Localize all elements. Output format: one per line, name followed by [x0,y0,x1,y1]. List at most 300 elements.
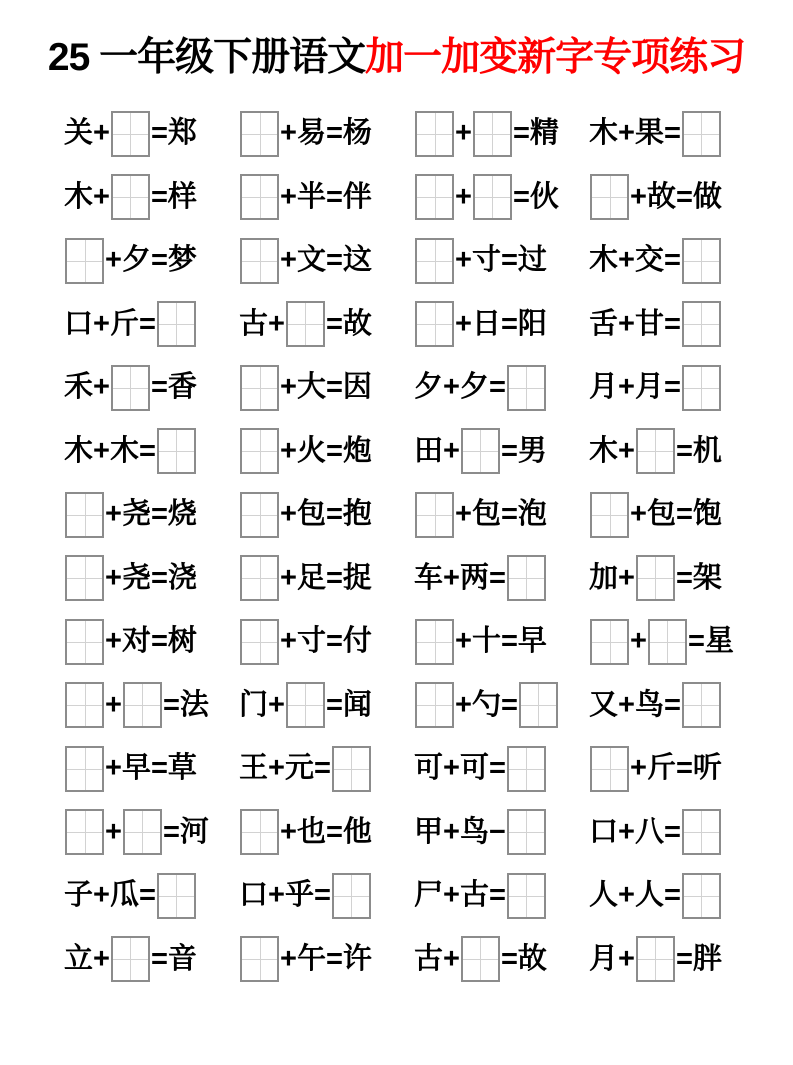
equation-text: = [325,371,343,404]
equation-cell [414,238,589,284]
equation-text: + [630,625,647,658]
equation-text: 斤 [646,752,676,785]
equation-text: + [105,688,122,721]
equation-text: 田 [414,434,444,467]
equation-text: + [618,244,635,277]
equation-text: 鸟 [634,688,664,721]
worksheet-row [64,420,793,484]
equation-text: 故 [517,942,547,975]
equation-text: + [280,244,297,277]
worksheet-row [64,928,793,992]
equation-cell [414,936,589,982]
equation-text: + [105,625,122,658]
equation-cell [239,555,414,601]
equation-text: 故 [342,307,372,340]
equation-text: 抱 [342,498,372,531]
equation-text: 做 [692,180,722,213]
answer-box[interactable] [332,746,371,792]
equation-text: 木 [589,434,619,467]
answer-box[interactable] [286,682,325,728]
answer-box[interactable] [590,746,629,792]
equation-text: + [455,498,472,531]
equation-text: 精 [529,117,559,150]
equation-text: 元 [284,752,314,785]
answer-box[interactable] [240,809,279,855]
equation-text: = [675,434,693,467]
equation-text: 郑 [167,117,197,150]
answer-box[interactable] [157,428,196,474]
equation-cell [414,301,589,347]
answer-box[interactable] [590,174,629,220]
answer-box[interactable] [415,619,454,665]
equation-text: 河 [179,815,209,848]
answer-box[interactable] [65,619,104,665]
equation-text: 人 [634,879,664,912]
equation-text: = [325,244,343,277]
equation-text: = [500,498,518,531]
equation-text: 树 [167,625,197,658]
equation-text: + [93,180,110,213]
equation-cell [414,365,589,411]
equation-text: 月 [634,371,664,404]
equation-text: = [663,371,681,404]
answer-box[interactable] [157,873,196,919]
equation-cell [414,555,589,601]
equation-text: 尸 [414,879,444,912]
answer-box[interactable] [240,555,279,601]
equation-text: + [618,815,635,848]
equation-text: + [618,942,635,975]
equation-cell [239,619,414,665]
equation-cell [414,174,589,220]
equation-cell [64,174,239,220]
answer-box[interactable] [240,174,279,220]
answer-box[interactable] [157,301,196,347]
equation-text: = [325,307,343,340]
equation-text: 两 [459,561,489,594]
equation-text: = [488,561,506,594]
equation-text: + [280,371,297,404]
equation-text: 果 [634,117,664,150]
equation-cell [589,492,764,538]
equation-text: 木 [109,434,139,467]
answer-box[interactable] [415,238,454,284]
equation-text: 他 [342,815,372,848]
equation-text: = [150,498,168,531]
equation-text: + [455,180,472,213]
equation-text: 许 [342,942,372,975]
equation-text: 可 [459,752,489,785]
equation-text: 木 [589,244,619,277]
equation-text: = [325,688,343,721]
equation-text: = [687,625,705,658]
answer-box[interactable] [111,936,150,982]
equation-text: 饱 [692,498,722,531]
equation-text: 古 [414,942,444,975]
equation-cell [64,936,239,982]
equation-text: = [325,942,343,975]
equation-text: = [150,371,168,404]
equation-text: + [618,117,635,150]
equation-cell [64,428,239,474]
answer-box[interactable] [590,492,629,538]
equation-text: + [455,688,472,721]
equation-text: 包 [646,498,676,531]
equation-text: = [663,815,681,848]
equation-text: + [280,942,297,975]
equation-text: = [663,688,681,721]
answer-box[interactable] [240,428,279,474]
equation-text: + [630,752,647,785]
equation-text: = [150,244,168,277]
equation-text: + [280,180,297,213]
equation-text: 寸 [471,244,501,277]
answer-box[interactable] [240,936,279,982]
equation-text: + [443,942,460,975]
equation-text: + [268,307,285,340]
worksheet-row [64,547,793,611]
answer-box[interactable] [648,619,687,665]
equation-text: 月 [589,371,619,404]
equation-cell [414,873,589,919]
answer-box[interactable] [590,619,629,665]
equation-text: = [675,561,693,594]
equation-text: 故 [646,180,676,213]
equation-text: + [618,434,635,467]
equation-text: 包 [296,498,326,531]
equation-text: 听 [692,752,722,785]
equation-text: 火 [296,434,326,467]
answer-box[interactable] [65,682,104,728]
equation-text: + [280,434,297,467]
equation-cell [64,492,239,538]
equation-cell [64,746,239,792]
equation-cell [239,301,414,347]
equation-text: − [488,815,506,848]
answer-box[interactable] [240,365,279,411]
equation-text: = [488,879,506,912]
equation-text: 午 [296,942,326,975]
equation-cell [589,238,764,284]
equation-text: + [280,498,297,531]
equation-text: = [488,371,506,404]
equation-text: = [500,434,518,467]
answer-box[interactable] [240,238,279,284]
equation-cell [589,873,764,919]
worksheet-row [64,356,793,420]
equation-text: = [500,625,518,658]
equation-cell [64,809,239,855]
worksheet-row [64,737,793,801]
equation-text: 斤 [109,307,139,340]
equation-text: = [325,434,343,467]
equation-text: + [280,625,297,658]
equation-text: 早 [517,625,547,658]
equation-cell [414,111,589,157]
equation-cell [589,111,764,157]
equation-text: 音 [167,942,197,975]
equation-text: + [455,307,472,340]
worksheet-grid [64,102,793,991]
worksheet-row [64,864,793,928]
equation-text: 胖 [692,942,722,975]
equation-cell [589,619,764,665]
equation-text: = [675,498,693,531]
equation-cell [589,555,764,601]
equation-cell [414,619,589,665]
equation-text: = [675,180,693,213]
equation-text: 足 [296,561,326,594]
equation-text: 半 [296,180,326,213]
equation-text: + [618,307,635,340]
answer-box[interactable] [240,619,279,665]
equation-text: 夕 [414,371,444,404]
answer-box[interactable] [240,111,279,157]
equation-cell [414,809,589,855]
worksheet-row [64,674,793,738]
answer-box[interactable] [123,809,162,855]
equation-text: 浇 [167,561,197,594]
answer-box[interactable] [473,111,512,157]
equation-text: = [500,688,518,721]
equation-text: 木 [589,117,619,150]
equation-text: + [268,752,285,785]
equation-text: = [150,117,168,150]
equation-text: + [280,815,297,848]
equation-text: + [93,879,110,912]
equation-text: + [105,752,122,785]
answer-box[interactable] [682,238,721,284]
equation-cell [239,492,414,538]
page-title-prefix: 25 一年级下册语文 [47,36,366,79]
equation-text: 古 [459,879,489,912]
answer-box[interactable] [111,174,150,220]
equation-cell [589,174,764,220]
answer-box[interactable] [111,365,150,411]
equation-text: + [105,498,122,531]
equation-text: 寸 [296,625,326,658]
worksheet-row [64,610,793,674]
equation-cell [414,492,589,538]
equation-cell [589,365,764,411]
equation-text: = [325,561,343,594]
equation-text: = [313,879,331,912]
answer-box[interactable] [682,365,721,411]
equation-cell [589,682,764,728]
equation-cell [64,682,239,728]
equation-cell [414,428,589,474]
equation-text: = [325,625,343,658]
equation-text: 机 [692,434,722,467]
equation-text: 车 [414,561,444,594]
equation-text: 包 [471,498,501,531]
equation-text: 男 [517,434,547,467]
equation-text: = [663,307,681,340]
equation-text: + [93,117,110,150]
worksheet-row [64,801,793,865]
answer-box[interactable] [682,682,721,728]
equation-text: 泡 [517,498,547,531]
equation-text: + [268,688,285,721]
equation-text: 瓜 [109,879,139,912]
answer-box[interactable] [415,111,454,157]
equation-text: 立 [64,942,94,975]
equation-text: 木 [64,434,94,467]
answer-box[interactable] [415,174,454,220]
answer-box[interactable] [507,365,546,411]
equation-cell [239,873,414,919]
equation-text: = [138,307,156,340]
equation-text: = [325,498,343,531]
equation-cell [64,619,239,665]
equation-text: 甲 [414,815,444,848]
answer-box[interactable] [240,492,279,538]
equation-text: 文 [296,244,326,277]
answer-box[interactable] [415,301,454,347]
answer-box[interactable] [65,746,104,792]
equation-text: + [455,244,472,277]
answer-box[interactable] [682,301,721,347]
answer-box[interactable] [415,682,454,728]
equation-cell [64,365,239,411]
equation-cell [589,301,764,347]
page-title-highlight: 加一加变新字专项练习 [365,36,746,79]
equation-text: + [268,879,285,912]
answer-box[interactable] [286,301,325,347]
equation-text: 捉 [342,561,372,594]
answer-box[interactable] [415,492,454,538]
equation-text: 木 [64,180,94,213]
equation-text: + [630,180,647,213]
answer-box[interactable] [636,936,675,982]
equation-text: 样 [167,180,197,213]
answer-box[interactable] [461,428,500,474]
equation-text: = [138,434,156,467]
equation-text: 勺 [471,688,501,721]
equation-text: 王 [239,752,269,785]
equation-text: + [618,371,635,404]
answer-box[interactable] [507,873,546,919]
equation-text: = [325,180,343,213]
answer-box[interactable] [123,682,162,728]
equation-text: 舌 [589,307,619,340]
equation-text: = [512,180,530,213]
answer-box[interactable] [507,746,546,792]
answer-box[interactable] [65,492,104,538]
answer-box[interactable] [636,555,675,601]
equation-text: 加 [589,561,619,594]
answer-box[interactable] [111,111,150,157]
equation-text: 付 [342,625,372,658]
equation-text: + [93,371,110,404]
equation-text: = [325,815,343,848]
equation-cell [239,809,414,855]
worksheet-row [64,166,793,230]
equation-text: 过 [517,244,547,277]
equation-cell [589,428,764,474]
equation-text: + [455,625,472,658]
equation-cell [239,238,414,284]
worksheet-row [64,483,793,547]
equation-text: = [138,879,156,912]
equation-cell [414,746,589,792]
equation-cell [64,301,239,347]
equation-text: + [443,371,460,404]
worksheet-row [64,229,793,293]
equation-text: = [512,117,530,150]
worksheet-row [64,293,793,357]
answer-box[interactable] [332,873,371,919]
equation-text: 尧 [121,498,151,531]
equation-cell [239,111,414,157]
equation-text: 香 [167,371,197,404]
equation-text: 门 [239,688,269,721]
equation-text: = [325,117,343,150]
answer-box[interactable] [65,809,104,855]
equation-cell [239,365,414,411]
answer-box[interactable] [461,936,500,982]
equation-text: 杨 [342,117,372,150]
equation-text: 子 [64,879,94,912]
equation-text: 早 [121,752,151,785]
equation-text: = [675,942,693,975]
equation-text: = [150,561,168,594]
equation-text: 伴 [342,180,372,213]
equation-text: + [93,434,110,467]
equation-text: = [162,815,180,848]
answer-box[interactable] [65,555,104,601]
equation-text: 月 [589,942,619,975]
equation-text: 炮 [342,434,372,467]
answer-box[interactable] [682,809,721,855]
equation-text: = [150,752,168,785]
page-title [0,0,793,82]
equation-text: + [443,879,460,912]
worksheet-row [64,102,793,166]
equation-text: 交 [634,244,664,277]
equation-cell [64,873,239,919]
equation-text: = [663,244,681,277]
answer-box[interactable] [682,873,721,919]
equation-text: 对 [121,625,151,658]
equation-text: + [105,815,122,848]
equation-text: 星 [704,625,734,658]
answer-box[interactable] [507,809,546,855]
equation-text: = [663,879,681,912]
answer-box[interactable] [507,555,546,601]
equation-text: 大 [296,371,326,404]
equation-cell [239,174,414,220]
answer-box[interactable] [682,111,721,157]
equation-text: 伙 [529,180,559,213]
answer-box[interactable] [636,428,675,474]
equation-text: 十 [471,625,501,658]
equation-text: 人 [589,879,619,912]
equation-text: = [313,752,331,785]
equation-text: 尧 [121,561,151,594]
equation-text: + [105,561,122,594]
equation-text: 夕 [121,244,151,277]
answer-box[interactable] [65,238,104,284]
equation-text: 因 [342,371,372,404]
equation-cell [239,682,414,728]
answer-box[interactable] [473,174,512,220]
equation-text: = [500,307,518,340]
equation-text: = [162,688,180,721]
answer-box[interactable] [519,682,558,728]
equation-cell [239,746,414,792]
equation-text: 乎 [284,879,314,912]
